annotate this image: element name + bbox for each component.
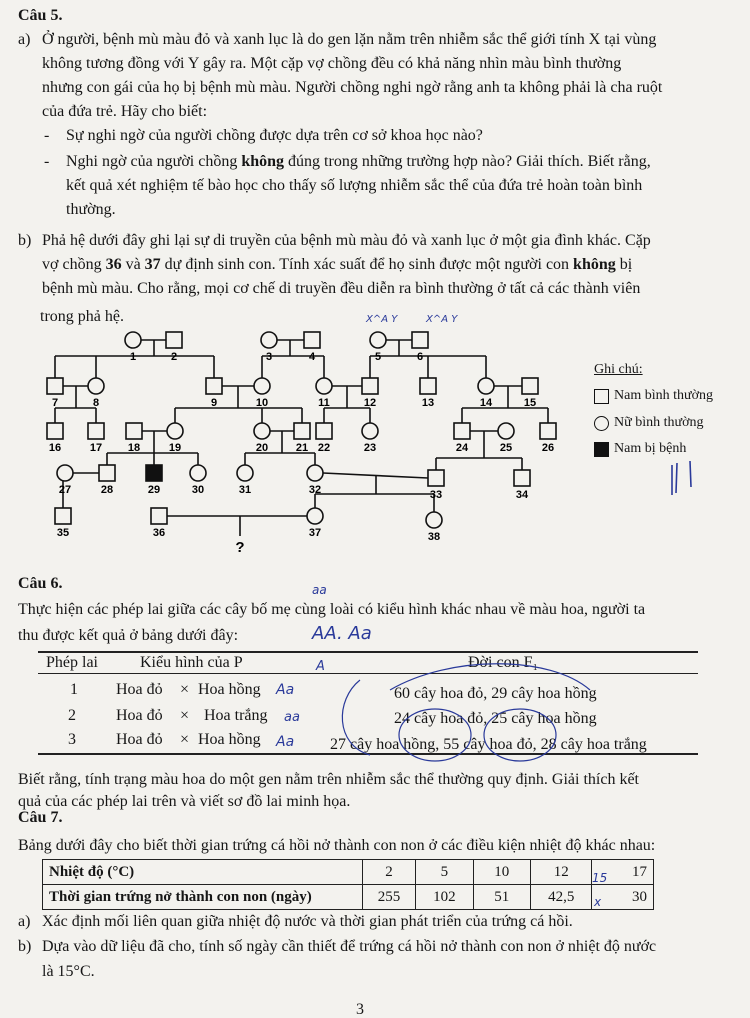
female-symbol bbox=[307, 465, 323, 481]
table-row bbox=[43, 860, 654, 885]
individual-label: 2 bbox=[170, 351, 178, 363]
hand-AA-Aa: AA. Aa bbox=[312, 623, 372, 644]
individual-label: 33 bbox=[429, 489, 443, 501]
individual-label: 8 bbox=[92, 397, 100, 409]
male-symbol bbox=[151, 508, 167, 524]
individual-label: 20 bbox=[255, 442, 269, 454]
q7-a-text: Xác định mối liên quan giữa nhiệt độ nước và thời gian phát triển của trứng cá hồi. bbox=[42, 913, 573, 930]
female-symbol bbox=[254, 378, 270, 394]
male-symbol bbox=[206, 378, 222, 394]
female-symbol bbox=[316, 378, 332, 394]
q5-bullet1: Sự nghi ngờ của người chồng được dựa trên cơ sở khoa học nào? bbox=[66, 127, 483, 144]
table-cell: Nhiệt độ (°C) bbox=[43, 860, 363, 885]
square-icon bbox=[594, 389, 609, 404]
q7-b-line2: là 15°C. bbox=[42, 963, 95, 980]
pedigree-shapes bbox=[47, 332, 556, 528]
q5-b-line2: vợ chồng 36 và 37 dự định sinh con. Tính xác suất để họ sinh được một người con không bị bbox=[42, 256, 633, 273]
female-symbol bbox=[57, 465, 73, 481]
female-symbol bbox=[88, 378, 104, 394]
q6-line2: thu được kết quả ở bảng dưới đây: bbox=[18, 627, 239, 644]
male-symbol bbox=[47, 423, 63, 439]
table-cell: Thời gian trứng nở thành con non (ngày) bbox=[43, 885, 363, 910]
individual-label: 21 bbox=[295, 442, 309, 454]
q5-bullet2-line2: kết quả xét nghiệm tế bào học cho thấy số lượng nhiễm sắc thể của đứa trẻ hoàn toàn bình bbox=[66, 177, 643, 194]
table6-row1-p2: Hoa hồng bbox=[198, 681, 261, 698]
male-symbol bbox=[166, 332, 182, 348]
male-symbol bbox=[55, 508, 71, 524]
individual-label: 13 bbox=[421, 397, 435, 409]
individual-label: 25 bbox=[499, 442, 513, 454]
female-symbol bbox=[125, 332, 141, 348]
individual-label: 12 bbox=[363, 397, 377, 409]
individual-label: 17 bbox=[89, 442, 103, 454]
q5-a-line: nhưng con gái của họ bị bệnh mù màu. Người chồng nghi ngờ rằng anh ta không phải là cha ruột bbox=[42, 79, 663, 96]
table-cell: 30 bbox=[592, 885, 654, 910]
individual-label: 38 bbox=[427, 531, 441, 543]
female-symbol bbox=[237, 465, 253, 481]
legend-male: Nam bình thường bbox=[594, 384, 713, 408]
table6-row3-n: 3 bbox=[68, 731, 76, 748]
table6-header-kieuhinh: Kiểu hình của P bbox=[140, 654, 243, 671]
individual-label: 10 bbox=[255, 397, 269, 409]
male-symbol bbox=[412, 332, 428, 348]
individual-label: 37 bbox=[308, 527, 322, 539]
male-symbol bbox=[126, 423, 142, 439]
q7-intro: Bảng dưới đây cho biết thời gian trứng cá hồi nở thành con non ở các điều kiện nhiệt độ khác nhau: bbox=[18, 837, 656, 854]
q6-title: Câu 6. bbox=[18, 575, 63, 592]
table6-row2-n: 2 bbox=[68, 707, 76, 724]
table-cell: 12 bbox=[530, 860, 592, 885]
hand-note-2: X^A Y bbox=[426, 314, 458, 325]
individual-label: 19 bbox=[168, 442, 182, 454]
table6-row2-x: × bbox=[180, 707, 190, 724]
individual-label: 18 bbox=[127, 442, 141, 454]
table-row bbox=[43, 885, 654, 910]
legend-affected: Nam bị bệnh bbox=[594, 437, 686, 461]
individual-label: 28 bbox=[100, 484, 114, 496]
male-symbol bbox=[454, 423, 470, 439]
female-symbol bbox=[307, 508, 323, 524]
table6-row2-f1: 24 cây hoa đỏ, 25 cây hoa hồng bbox=[394, 710, 597, 727]
male-symbol bbox=[540, 423, 556, 439]
affected-male-symbol bbox=[146, 465, 162, 481]
individual-label: 1 bbox=[129, 351, 137, 363]
individual-label: 24 bbox=[455, 442, 469, 454]
q6-after2: quả của các phép lai trên và viết sơ đồ lai minh họa. bbox=[18, 793, 351, 810]
individual-label: 3 bbox=[265, 351, 273, 363]
table6-row3-x: × bbox=[180, 731, 190, 748]
question-mark: ? bbox=[235, 539, 245, 556]
female-symbol bbox=[261, 332, 277, 348]
q5-a-text bbox=[42, 28, 742, 124]
page-number: 3 bbox=[356, 1001, 364, 1018]
table6-row1-f1: 60 cây hoa đỏ, 29 cây hoa hồng bbox=[394, 685, 597, 702]
table-cell: 17 bbox=[592, 860, 654, 885]
female-symbol bbox=[370, 332, 386, 348]
female-symbol bbox=[254, 423, 270, 439]
individual-label: 22 bbox=[317, 442, 331, 454]
female-symbol bbox=[362, 423, 378, 439]
handwritten-marks bbox=[660, 455, 720, 535]
hand-Aa-3: Aa bbox=[276, 734, 295, 750]
female-symbol bbox=[426, 512, 442, 528]
table6-top-rule bbox=[38, 651, 698, 653]
table-cell: 102 bbox=[416, 885, 473, 910]
table6-row2-p2: Hoa trắng bbox=[204, 707, 268, 724]
table6-row3-p2: Hoa hồng bbox=[198, 731, 261, 748]
individual-label: 7 bbox=[51, 397, 59, 409]
male-symbol bbox=[294, 423, 310, 439]
table6-header-pheplai: Phép lai bbox=[46, 654, 98, 671]
individual-label: 15 bbox=[523, 397, 537, 409]
q5-a-line: của đứa trẻ. Hãy cho biết: bbox=[42, 103, 208, 120]
male-symbol bbox=[522, 378, 538, 394]
table-cell: 42,5 bbox=[530, 885, 592, 910]
q5-bullet2-line3: thường. bbox=[66, 201, 116, 218]
q6-line1: Thực hiện các phép lai giữa các cây bố mẹ cùng loài có kiểu hình khác nhau về màu hoa, người ta bbox=[18, 601, 646, 618]
individual-label: 14 bbox=[479, 397, 493, 409]
male-symbol bbox=[420, 378, 436, 394]
individual-label: 31 bbox=[238, 484, 252, 496]
q6-after1: Biết rằng, tính trạng màu hoa do một gen nằm trên nhiễm sắc thể thường quy định. Giải thích kết bbox=[18, 771, 639, 788]
female-symbol bbox=[478, 378, 494, 394]
table6-row1-p1: Hoa đỏ bbox=[116, 681, 163, 698]
individual-label: 36 bbox=[152, 527, 166, 539]
individual-label: 4 bbox=[308, 351, 316, 363]
individual-label: 27 bbox=[58, 484, 72, 496]
q5-a-line: Ở người, bệnh mù màu đỏ và xanh lục là do gen lặn nằm trên nhiễm sắc thể giới tính X tại vùng bbox=[42, 31, 657, 48]
table6-row3-f1: 27 cây hoa hồng, 55 cây hoa đỏ, 28 cây hoa trắng bbox=[330, 736, 647, 753]
table-cell: 5 bbox=[416, 860, 473, 885]
male-symbol bbox=[316, 423, 332, 439]
table-cell: 255 bbox=[362, 885, 415, 910]
hand-x: x bbox=[594, 895, 602, 909]
q5-title: Câu 5. bbox=[18, 7, 63, 24]
male-symbol bbox=[514, 470, 530, 486]
bullet-dash: - bbox=[44, 127, 50, 144]
individual-label: 5 bbox=[374, 351, 382, 363]
individual-label: 26 bbox=[541, 442, 555, 454]
q5-b-line1: Phả hệ dưới đây ghi lại sự di truyền của bệnh mù màu đỏ và xanh lục ở một gia đình khác. Cặp bbox=[42, 232, 651, 249]
hand-A: A bbox=[316, 659, 325, 674]
hand-15: 15 bbox=[592, 871, 608, 885]
q5-b-text bbox=[42, 229, 742, 301]
filled-square-icon bbox=[594, 442, 609, 457]
table-cell: 51 bbox=[473, 885, 530, 910]
male-symbol bbox=[99, 465, 115, 481]
table-cell: 10 bbox=[473, 860, 530, 885]
female-symbol bbox=[498, 423, 514, 439]
salmon-table bbox=[42, 859, 654, 910]
q5-bullet2 bbox=[66, 150, 742, 222]
individual-label: 32 bbox=[308, 484, 322, 496]
q7-b-marker: b) bbox=[18, 938, 32, 955]
female-symbol bbox=[190, 465, 206, 481]
q5-b-line3: bệnh mù màu. Cho rằng, mọi cơ chế di truyền đều diễn ra bình thường ở tất cả các thành viên bbox=[42, 280, 641, 297]
male-symbol bbox=[88, 423, 104, 439]
bullet-dash: - bbox=[44, 153, 50, 170]
hand-aa: aa bbox=[312, 583, 327, 597]
legend-female: Nữ bình thường bbox=[594, 411, 703, 435]
individual-label: 11 bbox=[318, 397, 330, 409]
male-symbol bbox=[47, 378, 63, 394]
legend-title: Ghi chú: bbox=[594, 362, 643, 377]
table-cell: 2 bbox=[362, 860, 415, 885]
female-symbol bbox=[167, 423, 183, 439]
q5-b-marker: b) bbox=[18, 232, 32, 249]
individual-label: 29 bbox=[147, 484, 161, 496]
male-symbol bbox=[428, 470, 444, 486]
q5-bullet2-line1: Nghi ngờ của người chồng không đúng trong những trường hợp nào? Giải thích. Biết rằng, bbox=[66, 153, 651, 170]
individual-label: 34 bbox=[515, 489, 529, 501]
individual-label: 6 bbox=[416, 351, 424, 363]
circle-icon bbox=[594, 416, 609, 431]
male-symbol bbox=[304, 332, 320, 348]
hand-circles bbox=[330, 660, 630, 770]
hand-note-1: X^A Y bbox=[366, 314, 398, 325]
table6-row3-p1: Hoa đỏ bbox=[116, 731, 163, 748]
individual-label: 9 bbox=[210, 397, 218, 409]
hand-aa-2: aa bbox=[284, 710, 300, 725]
table6-header-f1: Đời con F₁ bbox=[468, 654, 539, 671]
individual-label: 23 bbox=[363, 442, 377, 454]
q5-b-line4: trong phả hệ. bbox=[40, 308, 124, 325]
individual-label: 30 bbox=[191, 484, 205, 496]
q7-b-line1: Dựa vào dữ liệu đã cho, tính số ngày cần thiết để trứng cá hồi nở thành con non ở nhiệt độ nước bbox=[42, 938, 657, 955]
q5-a-line: không tương đồng với Y gây ra. Một cặp vợ chồng đều có khả năng nhìn màu bình thường bbox=[42, 55, 622, 72]
hand-Aa-1: Aa bbox=[276, 682, 295, 698]
male-symbol bbox=[362, 378, 378, 394]
individual-label: 35 bbox=[56, 527, 70, 539]
table6-row1-n: 1 bbox=[70, 681, 78, 698]
table6-row1-x: × bbox=[180, 681, 190, 698]
q7-a-marker: a) bbox=[18, 913, 31, 930]
q5-a-marker: a) bbox=[18, 31, 31, 48]
q7-title: Câu 7. bbox=[18, 809, 63, 826]
individual-label: 16 bbox=[48, 442, 62, 454]
table6-row2-p1: Hoa đỏ bbox=[116, 707, 163, 724]
